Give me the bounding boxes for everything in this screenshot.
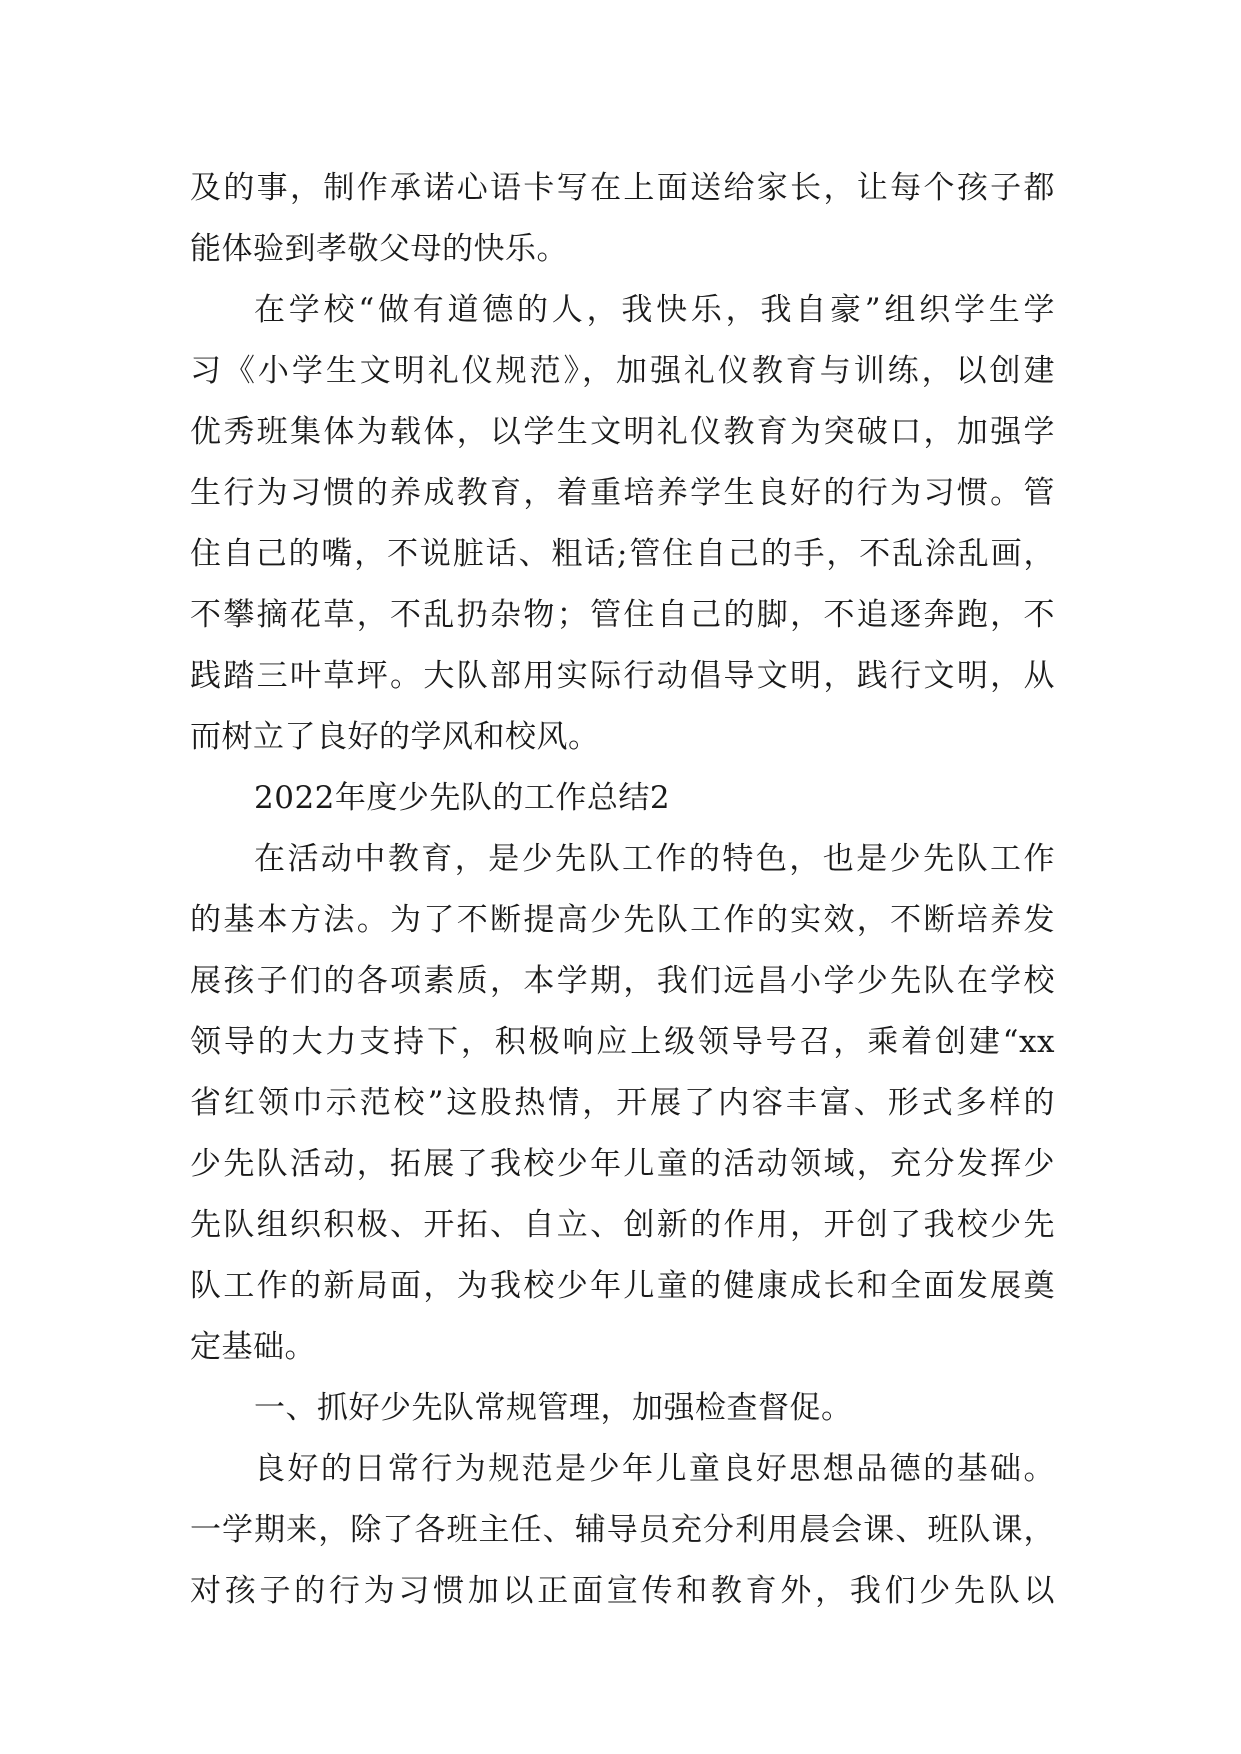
paragraph-line: 不攀摘花草，不乱扔杂物；管住自己的脚，不追逐奔跑，不 [190,597,1055,633]
paragraph-line: 的基本方法。为了不断提高少先队工作的实效，不断培养发 [190,902,1055,938]
paragraph-line: 能体验到孝敬父母的快乐。 [190,231,568,267]
paragraph-line: 在学校“做有道德的人，我快乐，我自豪”组织学生学 [254,292,1055,328]
paragraph-line: 及的事，制作承诺心语卡写在上面送给家长，让每个孩子都 [190,170,1055,206]
paragraph-line: 践踏三叶草坪。大队部用实际行动倡导文明，践行文明，从 [190,658,1055,694]
paragraph-line: 住自己的嘴，不说脏话、粗话;管住自己的手，不乱涂乱画， [190,536,1055,572]
paragraph-line: 良好的日常行为规范是少年儿童良好思想品德的基础。 [254,1451,1055,1487]
paragraph-line: 对孩子的行为习惯加以正面宣传和教育外，我们少先队以 [190,1573,1055,1609]
paragraph-line: 展孩子们的各项素质，本学期，我们远昌小学少先队在学校 [190,963,1055,999]
paragraph-line: 生行为习惯的养成教育，着重培养学生良好的行为习惯。管 [190,475,1055,511]
section-heading: 2022年度少先队的工作总结2 [254,780,671,816]
paragraph-line: 而树立了良好的学风和校风。 [190,719,600,755]
paragraph-line: 习《小学生文明礼仪规范》，加强礼仪教育与训练，以创建 [190,353,1055,389]
paragraph-line: 先队组织积极、开拓、自立、创新的作用，开创了我校少先 [190,1207,1055,1243]
paragraph-line: 一学期来，除了各班主任、辅导员充分利用晨会课、班队课， [190,1512,1055,1548]
paragraph-line: 领导的大力支持下，积极响应上级领导号召，乘着创建“xx [190,1024,1055,1060]
subheading: 一、抓好少先队常规管理，加强检查督促。 [254,1390,853,1426]
paragraph-line: 少先队活动，拓展了我校少年儿童的活动领域，充分发挥少 [190,1146,1055,1182]
paragraph-line: 队工作的新局面，为我校少年儿童的健康成长和全面发展奠 [190,1268,1055,1304]
paragraph-line: 优秀班集体为载体，以学生文明礼仪教育为突破口，加强学 [190,414,1055,450]
paragraph-line: 定基础。 [190,1329,316,1365]
document-page [190,158,1055,1622]
paragraph-line: 在活动中教育，是少先队工作的特色，也是少先队工作 [254,841,1055,877]
paragraph-line: 省红领巾示范校”这股热情，开展了内容丰富、形式多样的 [190,1085,1055,1121]
